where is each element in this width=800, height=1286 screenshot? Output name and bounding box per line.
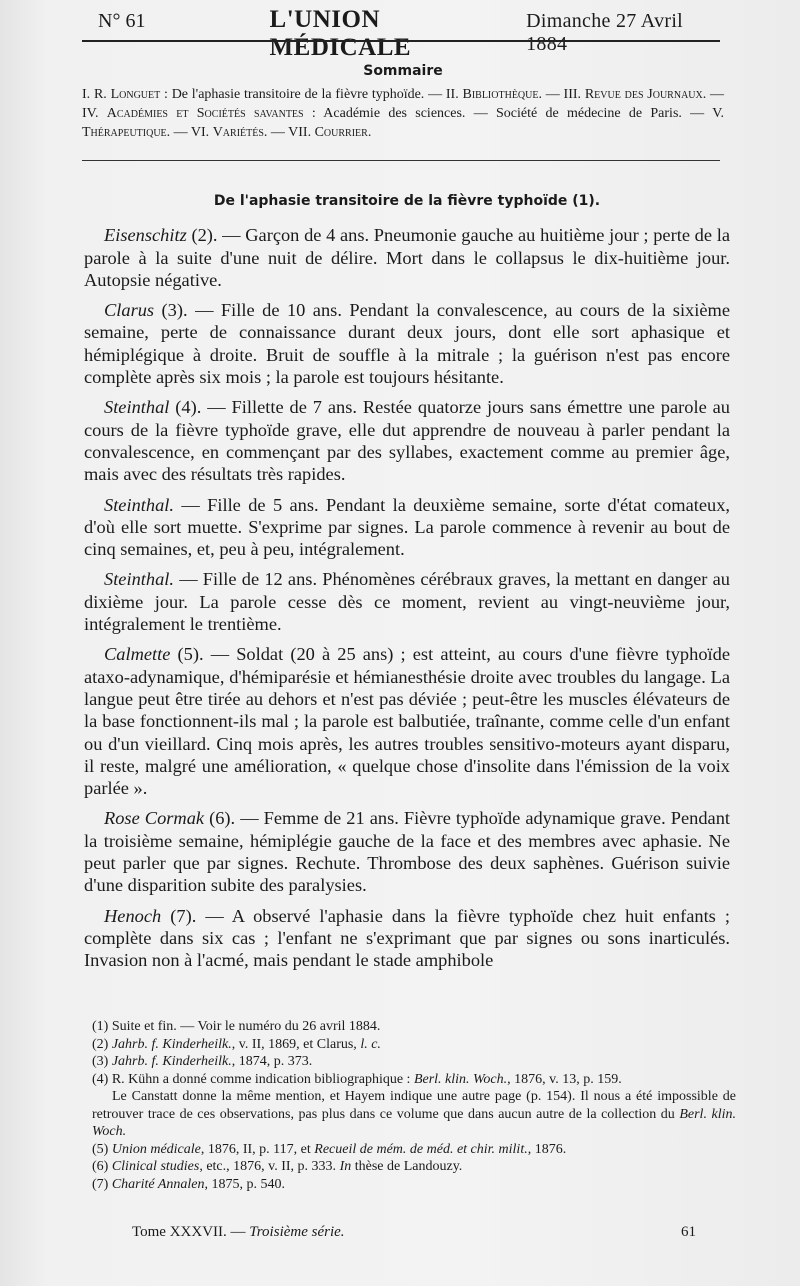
footnote-run: Le Canstatt donne la même mention, et Hayem indique une autre page (p. 154). Il nous a été impossible de retrouver trace de ces observations, pas plus dans ce volume que dans aucun autre de la collection du xyxy=(92,1089,736,1122)
case-paragraph xyxy=(84,568,730,635)
footnote-run: l. c. xyxy=(360,1036,381,1052)
summary-section-name: Bibliothèque xyxy=(462,87,539,102)
summary-section-name: Longuet xyxy=(110,87,161,102)
case-text: (6). — Femme de 21 ans. Fièvre typhoïde adynamique grave. Pendant la troisième semaine, hémiplégie gauche de la face et des membres avec aphasie. Ne peut parler que par signes. Rechute. Thrombose des deux saphènes. Guérison suivie d'une disparition subite des paralysies. xyxy=(84,808,730,896)
case-author: Clarus xyxy=(104,300,155,321)
footnote xyxy=(92,1036,736,1054)
footnote-run: (2) xyxy=(92,1036,112,1052)
summary-text: . — VII. xyxy=(263,125,315,140)
footnote-run: , v. II, 1869, et Clarus, xyxy=(231,1036,361,1052)
page-header xyxy=(98,6,720,61)
footnote-run: (4) R. Kühn a donné comme indication bibliographique : xyxy=(92,1071,414,1087)
footnote-run: , 1875, p. 540. xyxy=(204,1176,286,1192)
case-paragraph xyxy=(84,396,730,485)
case-author: Steinthal. xyxy=(104,494,174,515)
article-title: De l'aphasie transitoire de la fièvre typhoïde (1). xyxy=(213,193,601,209)
case-author: Calmette xyxy=(104,644,171,665)
case-author: Henoch xyxy=(104,905,162,926)
footnote-run: Charité Annalen xyxy=(111,1176,205,1192)
article xyxy=(84,190,730,980)
issue-date: Dimanche 27 Avril 1884 xyxy=(526,10,684,55)
footnote-run: , 1876. xyxy=(527,1141,567,1157)
footnote-run: In xyxy=(339,1159,352,1174)
case-text: — Fille de 5 ans. Pendant la deuxième semaine, sorte d'état comateux, d'où elle sort muette. S'exprime par signes. La parole commence à revenir au bout de cinq semaines, et, peu à peu, intégralement. xyxy=(84,494,730,560)
footer-page-number: 61 xyxy=(681,1224,696,1240)
summary-title: Sommaire xyxy=(363,63,443,79)
footnote-run: (1) Suite et fin. — Voir le numéro du 26 avril 1884. xyxy=(92,1019,381,1034)
summary-section-name: Revue des Journaux xyxy=(584,87,703,102)
footnote-run: (6) xyxy=(92,1159,112,1174)
summary-section-name: Variétés xyxy=(212,125,264,140)
footnote-run: Jahrb. f. Kinderheilk. xyxy=(111,1036,232,1052)
case-author: Steinthal xyxy=(104,397,170,418)
footnote-run: Union médicale xyxy=(111,1141,201,1157)
footer-volume: Tome XXXVII. — Troisième série. xyxy=(132,1224,345,1240)
footnote-run: Clinical studies xyxy=(111,1159,200,1174)
case-author: Steinthal. xyxy=(104,569,174,590)
footnote-run: thèse de Landouzy. xyxy=(351,1159,463,1174)
footer-series: Troisième série. xyxy=(249,1224,345,1240)
footnote-run: , 1876, II, p. 117, et xyxy=(200,1141,315,1157)
case-paragraph xyxy=(84,905,730,972)
case-text: (3). — Fille de 10 ans. Pendant la convalescence, au cours de la sixième semaine, perte de connaissance durant deux jours, dont elle sort aphasique et hémiplégique à droite. Bruit de souffle à la mitrale ; la guérison n'est pas encore complète après six mois ; la parole est toujours hésitante. xyxy=(84,300,730,388)
summary-section-name: Thérapeutique xyxy=(82,125,167,140)
footnote xyxy=(92,1018,736,1036)
issue-number: N° 61 xyxy=(98,10,146,32)
summary-rule xyxy=(82,160,720,161)
page-footer xyxy=(132,1224,696,1241)
case-paragraph xyxy=(84,224,730,291)
footnote xyxy=(92,1071,736,1089)
footnote-run: (5) xyxy=(92,1141,112,1157)
summary-section-name: Courrier xyxy=(314,125,368,140)
footnote-run: (3) xyxy=(92,1054,112,1069)
footnote-run: , 1876, v. 13, p. 159. xyxy=(507,1071,622,1087)
case-author: Rose Cormak xyxy=(104,808,205,829)
case-text: — Fille de 12 ans. Phénomènes cérébraux graves, la mettant en danger au dixième jour. La parole cesse dès ce moment, revient au vingt-neuvième jour, intégralement le trentième. xyxy=(84,569,730,635)
summary-section-name: Académies et Sociétés savantes xyxy=(106,106,304,121)
footnote-run: Berl. klin. Woch. xyxy=(413,1071,508,1087)
footnote-run: , 1874, p. 373. xyxy=(231,1054,313,1069)
case-author: Eisenschitz xyxy=(104,225,187,246)
footnote xyxy=(92,1053,736,1071)
summary-body xyxy=(82,85,724,142)
case-text: (5). — Soldat (20 à 25 ans) ; est atteint, au cours d'une fièvre typhoïde ataxo-adynamique, d'hémiparésie et hémianesthésie droite avec troubles du langage. La langue peut être tirée au dehors et n'est pas déviée ; peut-être les muscles élévateurs de la base fonctionnent-ils mal ; la parole est balbutiée, traînante, comme celle d'un enfant ou d'un vieillard. Cinq mois après, les autres troubles sensitivo-moteurs ayant disparu, il reste, malgré une amélioration, « quelque chose d'insolite dans l'émission de la voix parlée ». xyxy=(84,644,730,799)
footnote-run: Recueil de mém. de méd. et chir. milit. xyxy=(314,1141,528,1157)
footnotes xyxy=(92,1018,736,1193)
summary-text: . — VI. xyxy=(166,125,213,140)
summary-section xyxy=(82,62,724,142)
case-text: (4). — Fillette de 7 ans. Restée quatorze jours sans émettre une parole au cours de la fièvre typhoïde grave, elle dut apprendre de nouveau à parler pendant la convalescence, en commençant par des syllabes, exactement comme au premier âge, mais avec des résultats très rapides. xyxy=(84,397,730,485)
journal-title: L'UNION MÉDICALE xyxy=(269,6,412,61)
header-rule xyxy=(82,40,720,42)
summary-text: . — III. xyxy=(538,87,585,102)
footnote-run: Berl. klin. Woch. xyxy=(92,1106,736,1139)
article-body xyxy=(84,224,730,971)
summary-text: . xyxy=(367,125,372,140)
summary-text: . — IV. xyxy=(82,87,725,121)
footnote xyxy=(92,1158,736,1176)
footnote xyxy=(92,1088,736,1141)
case-paragraph xyxy=(84,494,730,561)
case-text: (7). — A observé l'aphasie dans la fièvre typhoïde chez huit enfants ; complète dans six cas ; l'enfant ne s'exprimant que par signes ou sons inarticulés. Invasion non à l'acmé, mais pendant le stade amphibole xyxy=(84,905,730,971)
summary-text: : De l'aphasie transitoire de la fièvre typhoïde. — II. xyxy=(160,87,463,102)
footnote xyxy=(92,1141,736,1159)
case-paragraph xyxy=(84,807,730,896)
summary-text: : Académie des sciences. — Société de médecine de Paris. — V. xyxy=(303,106,725,121)
case-text: (2). — Garçon de 4 ans. Pneumonie gauche au huitième jour ; perte de la parole à la suite d'une nuit de délire. Mort dans le collapsus le dix-huitième jour. Autopsie négative. xyxy=(84,225,730,290)
footnote-run: , etc., 1876, v. II, p. 333. xyxy=(199,1159,340,1174)
case-paragraph xyxy=(84,299,730,388)
footnote-run: (7) xyxy=(92,1176,112,1192)
footnote-run: Jahrb. f. Kinderheilk. xyxy=(111,1054,232,1069)
case-paragraph xyxy=(84,643,730,799)
summary-text: I. R. xyxy=(82,87,111,102)
footnote xyxy=(92,1176,736,1194)
